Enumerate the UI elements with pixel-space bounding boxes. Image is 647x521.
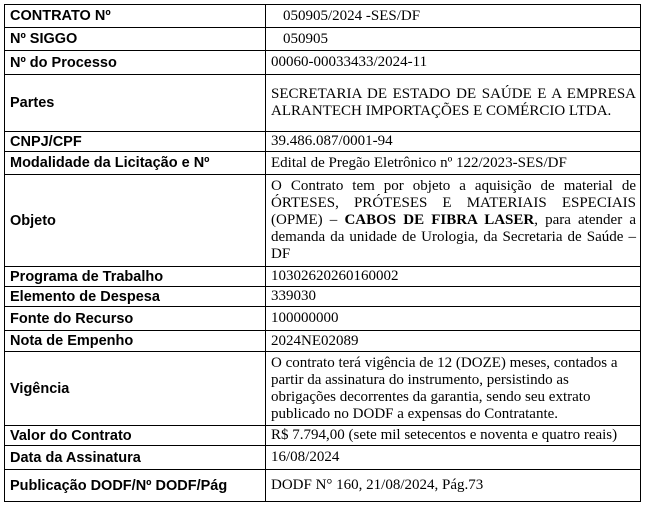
row-data	[5, 446, 641, 470]
label-cnpj: CNPJ/CPF	[5, 132, 266, 152]
value-elemento: 339030	[266, 287, 641, 307]
objeto-text-pre: O Contrato tem por objeto a aquisição de material de ÓRTESES, PRÓTESES E MATERIAIS ESPECIAIS (OPME) –	[271, 178, 636, 228]
value-valor: R$ 7.794,00 (sete mil setecentos e noventa e quatro reais)	[266, 426, 641, 446]
label-vigencia: Vigência	[5, 352, 266, 426]
label-valor: Valor do Contrato	[5, 426, 266, 446]
label-siggo: Nº SIGGO	[5, 28, 266, 51]
vigencia-text: O contrato terá vigência de 12 (DOZE) meses, contados a partir da assinatura do instrumento, persistindo as obrigações decorrentes da garantia, sendo seu extrato publicado no DODF a expensas do Contratante.	[271, 354, 618, 422]
row-cnpj	[5, 132, 641, 152]
objeto-text	[271, 178, 636, 263]
contract-summary-table	[4, 4, 641, 502]
label-modalidade: Modalidade da Licitação e Nº	[5, 152, 266, 175]
label-fonte: Fonte do Recurso	[5, 307, 266, 331]
value-partes	[266, 75, 641, 132]
row-partes	[5, 75, 641, 132]
row-siggo	[5, 28, 641, 51]
value-programa: 10302620260160002	[266, 267, 641, 287]
row-fonte	[5, 307, 641, 331]
row-vigencia	[5, 352, 641, 426]
row-contrato	[5, 5, 641, 28]
row-elemento	[5, 287, 641, 307]
label-elemento: Elemento de Despesa	[5, 287, 266, 307]
label-processo: Nº do Processo	[5, 51, 266, 75]
row-valor	[5, 426, 641, 446]
value-processo: 00060-00033433/2024-11	[266, 51, 641, 75]
value-publicacao: DODF N° 160, 21/08/2024, Pág.73	[266, 470, 641, 502]
siggo-number: 050905	[283, 30, 328, 47]
value-data: 16/08/2024	[266, 446, 641, 470]
row-modalidade	[5, 152, 641, 175]
objeto-text-bold: CABOS DE FIBRA LASER	[344, 212, 535, 228]
partes-text: SECRETARIA DE ESTADO DE SAÚDE E A EMPRESA ALRANTECH IMPORTAÇÕES E COMÉRCIO LTDA.	[271, 86, 636, 119]
label-partes: Partes	[5, 75, 266, 132]
value-contrato	[266, 5, 641, 28]
label-publicacao: Publicação DODF/Nº DODF/Pág	[5, 470, 266, 502]
row-publicacao	[5, 470, 641, 502]
row-objeto	[5, 175, 641, 267]
row-processo	[5, 51, 641, 75]
row-empenho	[5, 331, 641, 352]
value-siggo	[266, 28, 641, 51]
label-data: Data da Assinatura	[5, 446, 266, 470]
value-empenho: 2024NE02089	[266, 331, 641, 352]
label-objeto: Objeto	[5, 175, 266, 267]
label-contrato: CONTRATO Nº	[5, 5, 266, 28]
objeto-text-post: , para atender a demanda da unidade de Urologia, da Secretaria de Saúde – DF	[271, 212, 636, 262]
row-programa	[5, 267, 641, 287]
contrato-number: 050905/2024 -SES/DF	[283, 7, 421, 24]
label-programa: Programa de Trabalho	[5, 267, 266, 287]
label-empenho: Nota de Empenho	[5, 331, 266, 352]
value-vigencia	[266, 352, 641, 426]
value-fonte: 100000000	[266, 307, 641, 331]
value-modalidade: Edital de Pregão Eletrônico nº 122/2023-SES/DF	[266, 152, 641, 175]
value-cnpj: 39.486.087/0001-94	[266, 132, 641, 152]
value-objeto	[266, 175, 641, 267]
